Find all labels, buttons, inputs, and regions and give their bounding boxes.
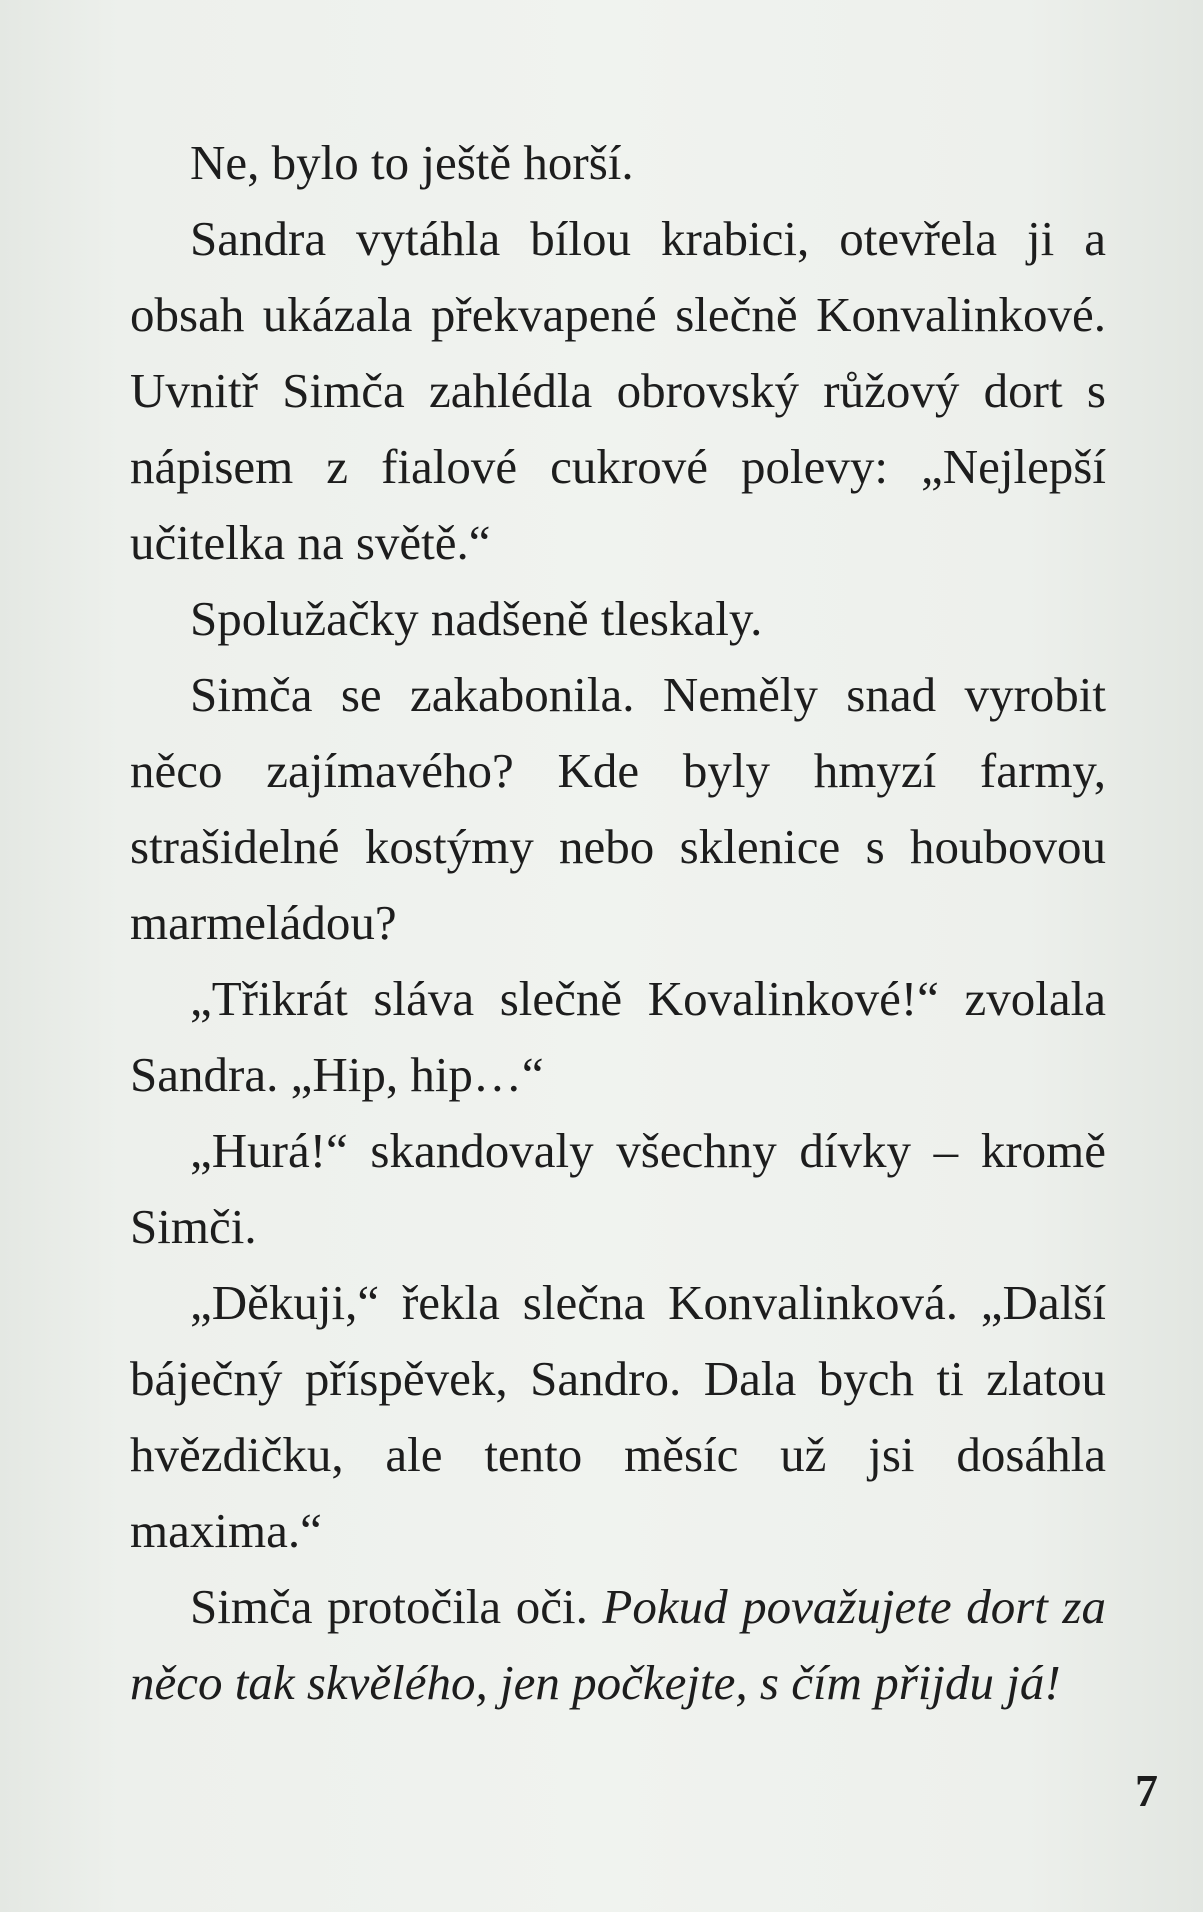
paragraph-8 xyxy=(130,1569,1106,1721)
paragraph-8-italic-thought: Pokud považujete dort za něco tak skvělého, jen počkejte, s čím přijdu já! xyxy=(130,1579,1106,1710)
paragraph-3: Spolužačky nadšeně tleskaly. xyxy=(190,591,763,646)
paragraph-5: „Třikrát sláva slečně Kovalinkové!“ zvolala Sandra. „Hip, hip…“ xyxy=(130,971,1106,1102)
paragraph-8-text: Simča protočila oči. xyxy=(190,1579,588,1634)
page-number: 7 xyxy=(1135,1765,1158,1816)
paragraph-4: Simča se zakabonila. Neměly snad vyrobit něco zajímavého? Kde byly hmyzí farmy, strašidelné kostýmy nebo sklenice s houbovou marmeládou? xyxy=(130,667,1106,950)
paragraph-1: Ne, bylo to ještě horší. xyxy=(190,135,634,190)
paragraph-6: „Hurá!“ skandovaly všechny dívky – kromě Simči. xyxy=(130,1123,1106,1254)
body-text xyxy=(130,125,1106,1721)
paragraph-2: Sandra vytáhla bílou krabici, otevřela ji a obsah ukázala překvapené slečně Konvalinkové. Uvnitř Simča zahlédla obrovský růžový dort s nápisem z fialové cukrové polevy: „Nejlepší učitelka na světě.“ xyxy=(130,211,1106,570)
paragraph-7: „Děkuji,“ řekla slečna Konvalinková. „Další báječný příspěvek, Sandro. Dala bych ti zlatou hvězdičku, ale tento měsíc už jsi dosáhla maxima.“ xyxy=(130,1275,1106,1558)
